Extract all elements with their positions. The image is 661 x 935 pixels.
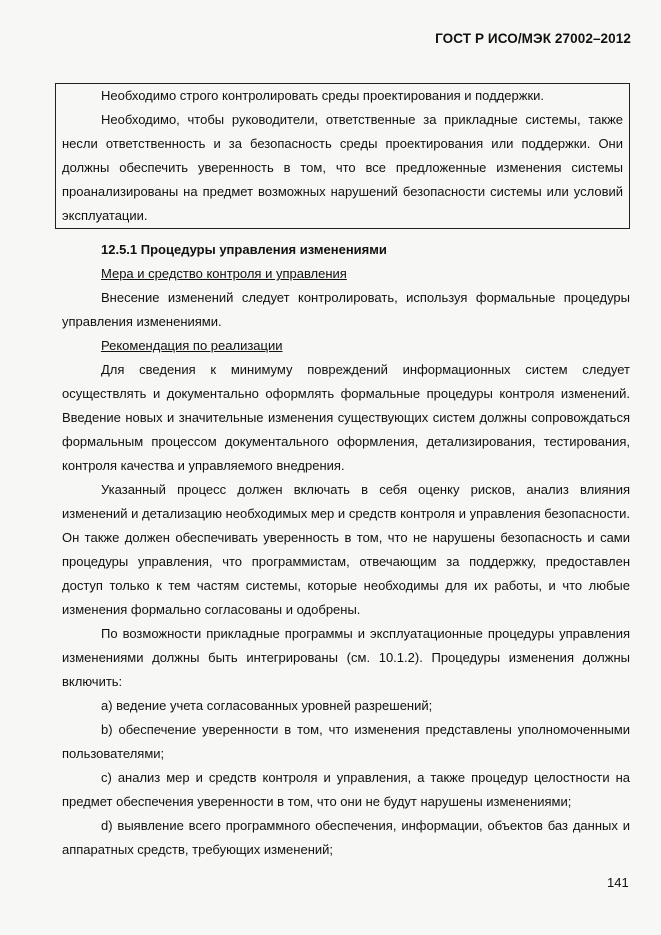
list-item-c: c) анализ мер и средств контроля и управления, а также процедур целостности на предмет обеспечения уверенности в том, что они не будут нарушены изменениями; xyxy=(62,770,630,809)
guidance-paragraph-3: По возможности прикладные программы и эксплуатационные процедуры управления изменениями должны быть интегрированы (см. 10.1.2). Процедуры изменения должны включить: xyxy=(62,626,630,689)
box-paragraph-1: Необходимо строго контролировать среды проектирования и поддержки. xyxy=(101,88,545,103)
page-number: 141 xyxy=(607,875,629,890)
guidance-paragraph-1: Для сведения к минимуму повреждений информационных систем следует осуществлять и документально оформлять формальные процедуры контроля изменений. Введение новых и значительные изменения существующих систем должны сопровождаться формальным процессом документального оформления, детализирования, тестирования, контроля качества и управляемого внедрения. xyxy=(62,362,630,473)
list-item-b: b) обеспечение уверенности в том, что изменения представлены уполномоченными пользователями; xyxy=(62,722,630,761)
guidance-paragraph-2: Указанный процесс должен включать в себя оценку рисков, анализ влияния изменений и детализацию необходимых мер и средств контроля и управления безопасности. Он также должен обеспечивать уверенность в том, что не нарушены безопасность и сами процедуры управления, что программистам, отвечающим за поддержку, предоставлен доступ только к тем частям системы, которые необходимы для их работы, и что любые изменения формально согласованы и одобрены. xyxy=(62,482,630,617)
page-content xyxy=(62,83,630,862)
guidance-title: Рекомендация по реализации xyxy=(101,338,283,353)
guidance-box xyxy=(55,83,630,229)
list-item-a: a) ведение учета согласованных уровней разрешений; xyxy=(101,698,433,713)
list-item-d: d) выявление всего программного обеспечения, информации, объектов баз данных и аппаратных средств, требующих изменений; xyxy=(62,818,630,857)
control-title: Мера и средство контроля и управления xyxy=(101,266,347,281)
box-paragraph-2: Необходимо, чтобы руководители, ответственные за прикладные системы, также несли ответственность и за безопасность среды проектирования или поддержки. Они должны обеспечить уверенность в том, что все предложенные изменения системы проанализированы на предмет возможных нарушений безопасности системы или условий эксплуатации. xyxy=(62,112,623,223)
control-text: Внесение изменений следует контролировать, используя формальные процедуры управления изменениями. xyxy=(62,290,630,329)
standard-header: ГОСТ Р ИСО/МЭК 27002–2012 xyxy=(435,31,631,46)
section-heading: 12.5.1 Процедуры управления изменениями xyxy=(101,242,387,257)
